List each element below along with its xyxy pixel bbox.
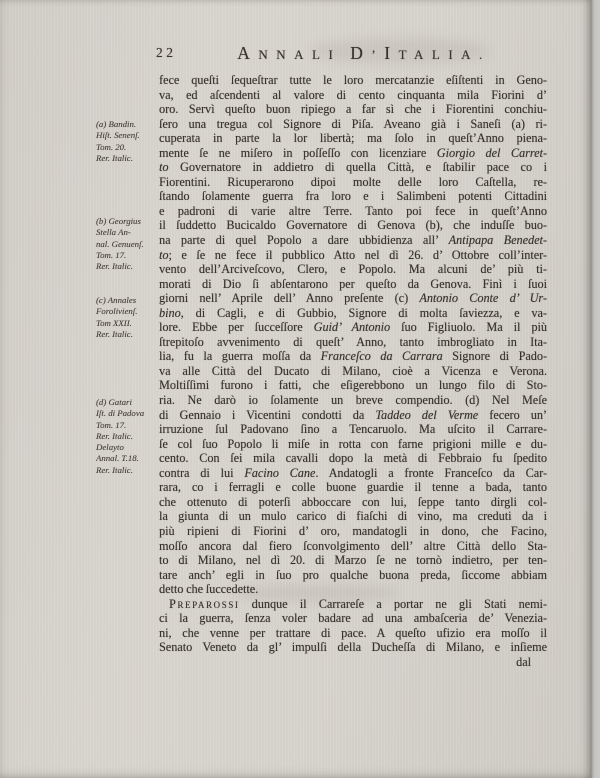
- margin-note-line: Rer. Italic.: [96, 464, 133, 475]
- page-number: 22: [156, 45, 177, 60]
- text-segment: I: [384, 43, 399, 63]
- text-line: [159, 408, 547, 423]
- text-segment: più ripieni di Fiorini d’ oro, mandatogli in dono, che Facino,: [159, 523, 547, 538]
- margin-note-line: Tom. 17.: [96, 249, 127, 260]
- text-segment: fecero un’: [478, 407, 547, 422]
- text-segment: moſſo ancora dal fiero ſconvolgimento dell’ altre Città dello Sta-: [159, 538, 547, 553]
- text-line: [159, 117, 547, 132]
- text-segment: mente ſe ne miſero in poſſeſſo con licenziare: [159, 145, 437, 160]
- text-segment: va, ed aſcendenti al valore di cento cinquanta mila Fiorini d’: [159, 87, 547, 102]
- text-line: [159, 88, 547, 103]
- text-segment: Facino Cane: [244, 465, 316, 480]
- text-segment: lore. Ebbe per ſucceſſore: [159, 320, 314, 335]
- text-segment: , di Cagli, e di Gubbio, Signore di molta ſaviezza, e va-: [180, 305, 547, 320]
- text-line: [159, 422, 547, 437]
- text-segment: e padroni di varie altre Terre. Tanto poi fece in queſt’Anno: [159, 203, 547, 218]
- text-segment: ’: [371, 47, 385, 62]
- margin-note-line: (d) Gatari: [96, 397, 132, 407]
- text-segment: cento. Con ſei mila cavalli dopo la metà di Febbraio fu ſpedito: [159, 451, 547, 466]
- margin-note-line: Tom. 20.: [96, 141, 127, 152]
- text-segment: Signore di Pado-: [442, 349, 547, 364]
- text-line: [159, 349, 547, 364]
- margin-note-line: Annal. T.18.: [96, 453, 139, 464]
- text-line: [159, 524, 547, 539]
- text-line: [159, 466, 547, 481]
- margin-note-line: Forolivienſ.: [96, 306, 138, 317]
- text-segment: TALIA.: [398, 47, 491, 62]
- text-line: [159, 393, 547, 408]
- text-line: [159, 277, 547, 292]
- text-line: [159, 378, 547, 393]
- margin-note-line: Stella An-: [96, 227, 131, 238]
- text-line: [159, 233, 547, 248]
- text-line: [159, 306, 547, 321]
- text-segment: il ſuddetto Bucicaldo Governatore di Genova (b), che induſſe buo-: [159, 218, 547, 233]
- margin-note-line: Rer. Italic.: [96, 328, 133, 339]
- margin-note-line: (a) Bandin.: [96, 119, 137, 129]
- margin-note-line: Hiſt. Senenſ.: [96, 130, 140, 141]
- margin-note-line: Tom. 17.: [96, 419, 127, 430]
- margin-note-line: Rer. Italic.: [96, 430, 133, 441]
- text-segment: contra di lui: [159, 465, 245, 480]
- text-segment: fece queſti ſequeſtrar tutte le loro mercatanzie eſiſtenti in Geno-: [159, 73, 547, 87]
- text-segment: ſtrepitoſo avvenimento di queſt’ Anno, tanto imbrogliato in Ita-: [159, 334, 547, 349]
- margin-note-line: Delayto: [96, 442, 124, 453]
- text-segment: va alle Città del Ducato di Milano, cioè a Vicenza e Verona.: [159, 363, 547, 378]
- text-segment: tare anch’ egli in ſuo pro qualche buona preda, ſiccome abbiam: [159, 567, 547, 582]
- text-line: [159, 495, 547, 510]
- text-segment: to di Milano, nel dì 20. di Marzo ſe ne tornò indietro, per ten-: [159, 553, 547, 568]
- text-segment: Governatore in addietro di quella Città, e ſtabilir pace co i: [168, 160, 547, 175]
- text-segment: . Andatogli a fronte Franceſco da Car-: [315, 465, 547, 480]
- text-segment: di Gennaio i Vicentini condotti da: [159, 407, 376, 422]
- text-segment: ni, che venne per trattare di pace. A queſto ufizio era moſſo il: [159, 625, 547, 640]
- margin-note-c: [96, 295, 158, 340]
- text-segment: bino: [159, 305, 181, 320]
- text-segment: ſero una tregua col Signore di Piſa. Aveano già i Saneſi (a) ri-: [159, 116, 547, 131]
- text-segment: Guid’ Antonio: [313, 320, 391, 335]
- margin-note-line: (c) Annales: [96, 295, 137, 305]
- text-segment: ſtando ſolamente guerra fra loro e i Salimbeni potenti Cittadini: [159, 189, 547, 204]
- text-segment: che ottenuto di poterſi abboccare con lui, ſeppe tanto dirgli col-: [159, 494, 547, 509]
- text-line: [159, 160, 547, 175]
- body-text: [159, 73, 547, 655]
- text-segment: Franceſco da Carrara: [320, 349, 443, 364]
- text-line: [159, 204, 547, 219]
- margin-note-line: Rer. Italic.: [96, 261, 133, 272]
- text-line: [159, 73, 547, 88]
- margin-note-a: [96, 119, 158, 164]
- text-segment: na parte di quel Popolo a dare ubbidienza all’: [159, 233, 449, 248]
- text-line: [159, 437, 547, 452]
- text-segment: dunque il Carrareſe a portar ne gli Stati nemi-: [239, 596, 547, 611]
- text-segment: Antonio Conte d’ Ur-: [419, 291, 547, 306]
- text-segment: la giunta di un mulo carico di fiaſchi di vino, ma creduti da i: [159, 509, 547, 524]
- margin-note-line: nal. Genuenſ.: [96, 238, 144, 249]
- margin-note-b: [96, 216, 158, 272]
- text-segment: A: [237, 43, 259, 63]
- margin-note-line: (b) Georgius: [96, 216, 141, 226]
- margin-note-d: [96, 397, 158, 476]
- text-line: [159, 451, 547, 466]
- text-segment: NNALI: [258, 47, 342, 62]
- text-segment: giorni nell’ Aprile dell’ Anno preſente (c): [159, 291, 420, 306]
- text-line: [159, 626, 547, 641]
- text-line: [159, 364, 547, 379]
- text-segment: Giorgio del Carret-: [436, 145, 547, 160]
- text-line: [159, 335, 547, 350]
- text-segment: detto che ſuccedette.: [159, 582, 259, 597]
- margin-note-line: Tom XXII.: [96, 317, 132, 328]
- text-segment: lia, fu la guerra moſſa da: [159, 349, 321, 364]
- text-line: [159, 568, 547, 583]
- text-line: [159, 218, 547, 233]
- text-line: [159, 175, 547, 190]
- text-segment: oro. Servì queſto buon ripiego a far sì che i Fiorentini conchiu-: [159, 102, 547, 117]
- text-segment: Fiorentini. Ricuperarono dipoi molte delle loro Caſtella, re-: [159, 174, 547, 189]
- text-segment: ſuo Figliuolo. Ma il più: [390, 320, 547, 335]
- text-segment: morati di Dio ſi abſentarono per queſto da Genova. Finì i ſuoi: [159, 276, 547, 291]
- text-segment: ſe col ſuo Popolo li miſe in rotta con farne prigioni mille e du-: [159, 436, 547, 451]
- margin-note-line: Iſt. di Padova: [96, 408, 145, 419]
- text-line: [159, 131, 547, 146]
- text-line: [159, 539, 547, 554]
- text-segment: to: [159, 160, 169, 175]
- text-line: [159, 189, 547, 204]
- text-segment: ; e ſe ne fece il pubblico Atto nel dì 26. d’ Ottobre coll’inter-: [168, 247, 547, 262]
- margin-note-line: Rer. Italic.: [96, 152, 133, 163]
- running-title: [196, 43, 532, 64]
- text-segment: rara, co i ferragli e colle buone guardie il tenne a bada, tanto: [159, 480, 547, 495]
- text-segment: to: [159, 247, 169, 262]
- text-segment: vento dell’Arciveſcovo, Clero, e Popolo. Ma alcuni de’ più ti-: [159, 262, 547, 277]
- text-line: [159, 480, 547, 495]
- text-line: [159, 597, 547, 612]
- text-line: [159, 611, 547, 626]
- text-line: [159, 509, 547, 524]
- text-line: [159, 262, 547, 277]
- text-line: [159, 640, 547, 655]
- text-segment: D: [350, 43, 372, 63]
- text-line: [159, 582, 547, 597]
- text-segment: cuperata in parte la lor libertà; ma ſolo in queſt’Anno piena-: [159, 131, 547, 146]
- text-segment: Antipapa Benedet-: [448, 233, 547, 248]
- text-line: [159, 320, 547, 335]
- catchword: dal: [516, 655, 531, 669]
- text-line: [159, 146, 547, 161]
- text-line: [159, 553, 547, 568]
- text-segment: Senato Veneto da gl’ impulſi della Ducheſſa di Milano, e inſieme: [159, 640, 547, 655]
- text-line: [159, 291, 547, 306]
- text-line: [159, 248, 547, 263]
- scan-edge: [591, 0, 600, 778]
- text-segment: Taddeo del Verme: [375, 407, 479, 422]
- text-segment: Preparossi: [169, 596, 240, 611]
- text-segment: irruzione ſul Padovano ſino a Tencaruolo. Ma uſcito il Carrare-: [159, 422, 547, 437]
- text-segment: ria. Ne darò io ſolamente un breve compendio. (d) Nel Meſe: [159, 393, 547, 408]
- text-line: [159, 102, 547, 117]
- text-segment: Moltiſſimi furono i fatti, che eſigerebbono un lungo filo di Sto-: [159, 378, 547, 393]
- text-segment: ci la guerra, ſenza voler badare ad una ambaſceria de’ Venezia-: [159, 611, 547, 626]
